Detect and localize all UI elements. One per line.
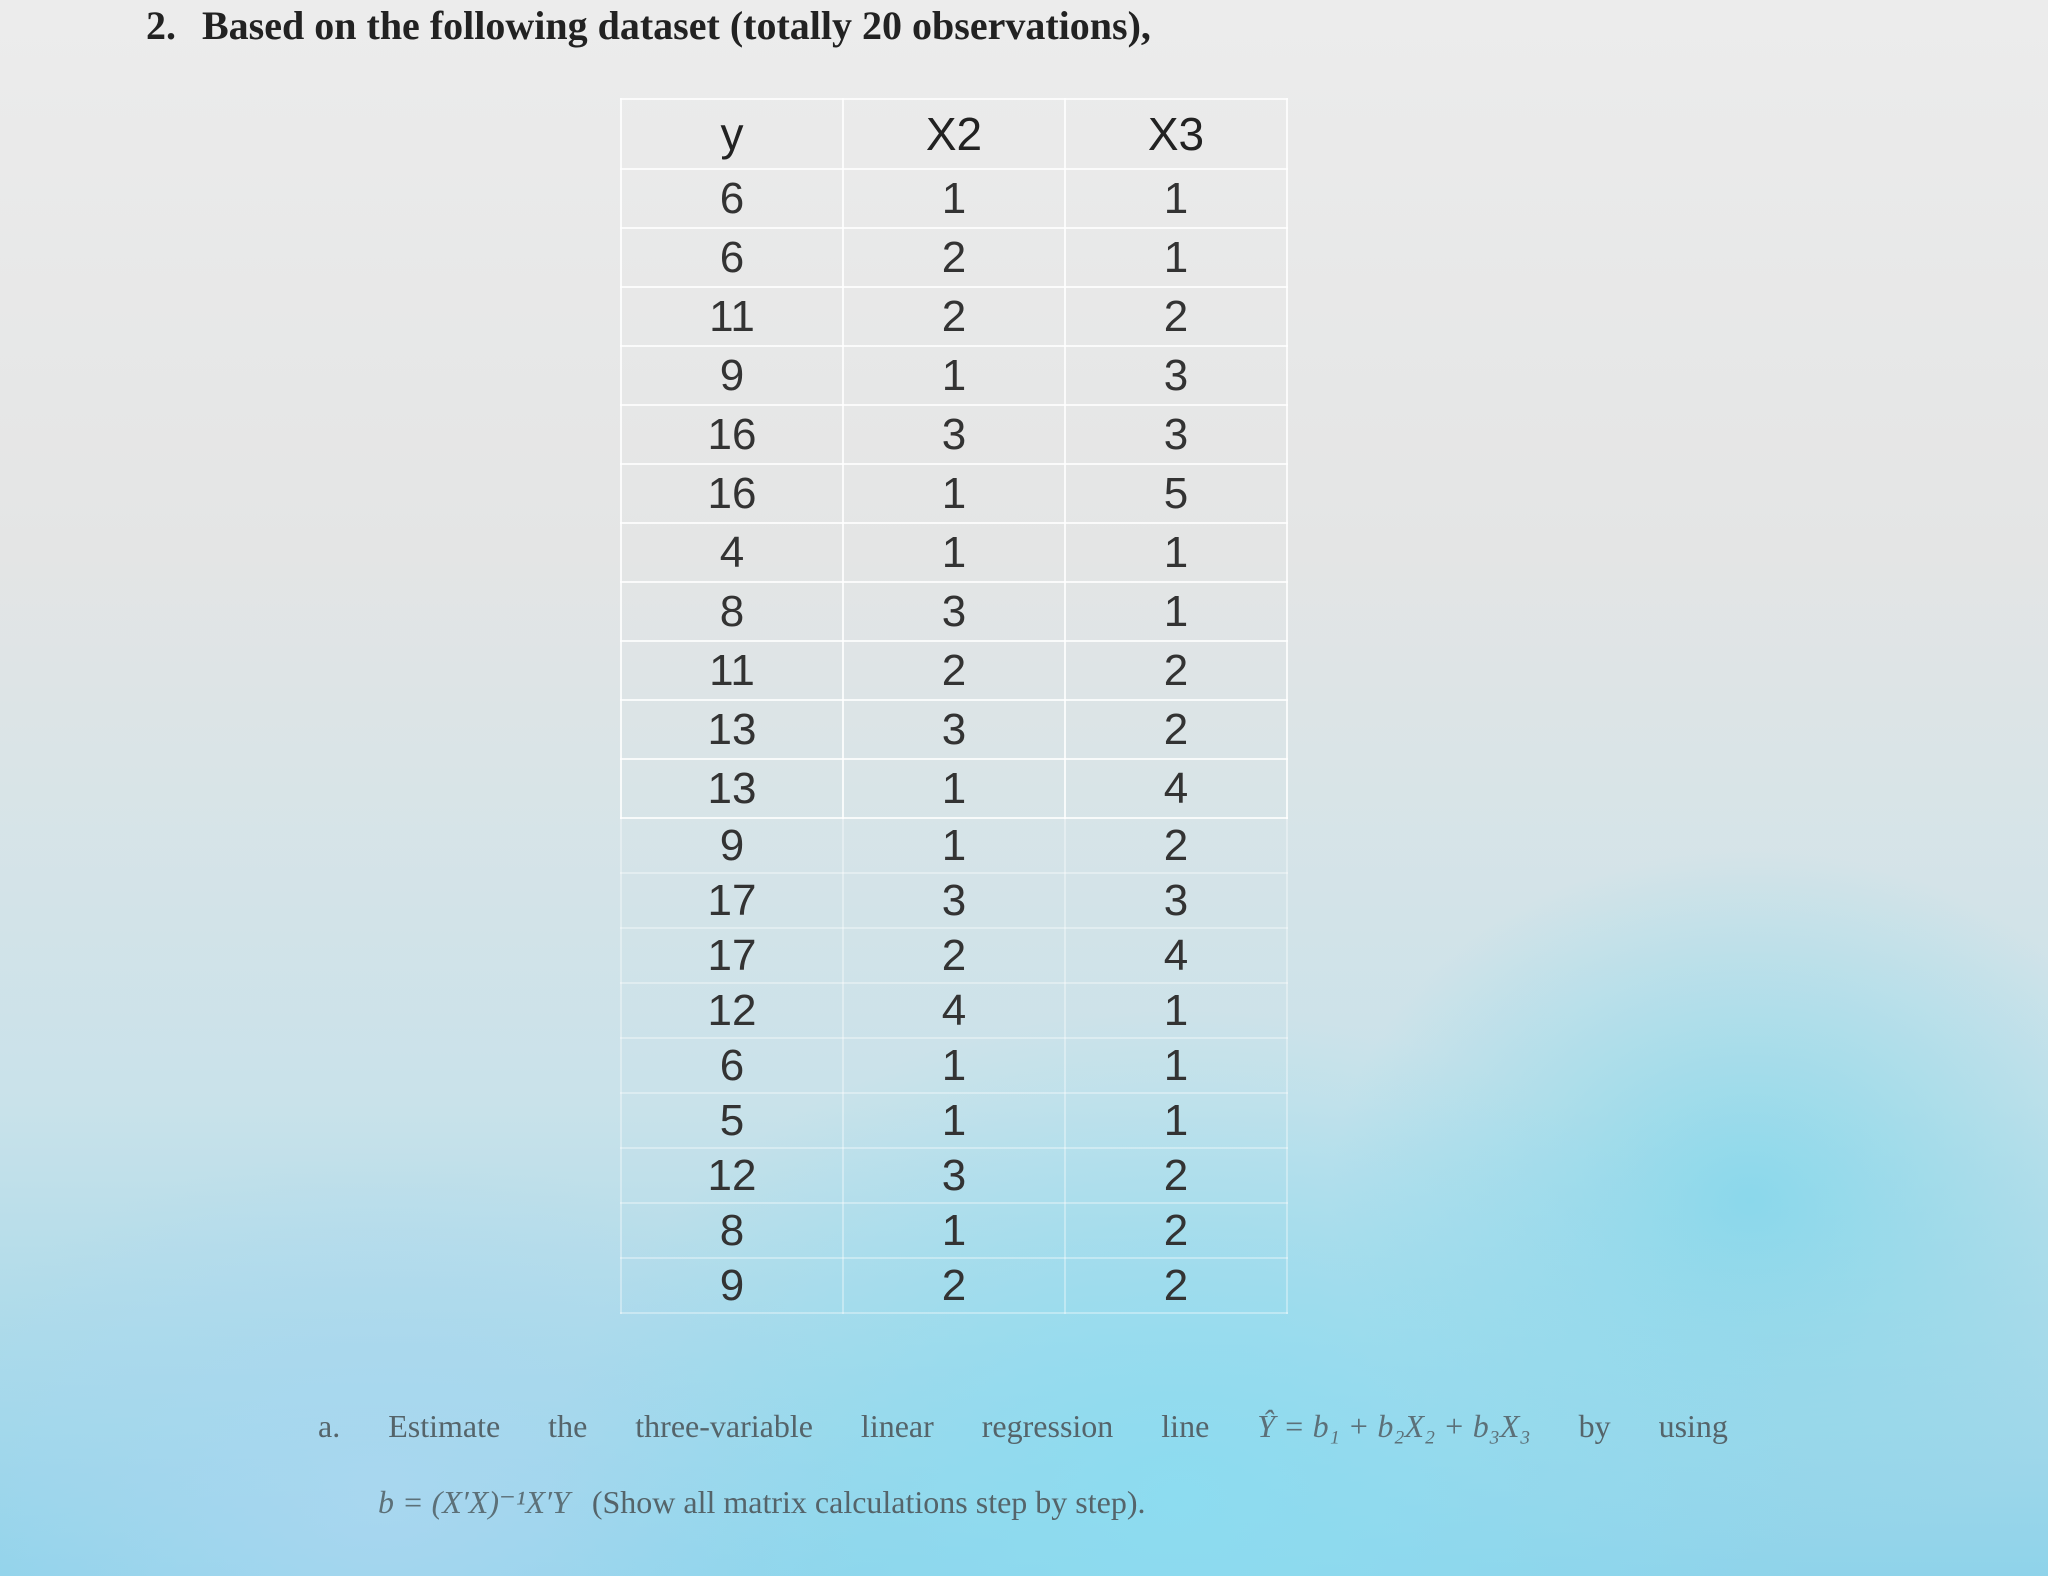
table-row bbox=[621, 228, 1287, 287]
table-row bbox=[621, 759, 1287, 818]
cell-x3: 2 bbox=[1065, 287, 1287, 346]
cell-x3: 4 bbox=[1065, 928, 1287, 983]
table-row bbox=[621, 582, 1287, 641]
cell-x3: 3 bbox=[1065, 346, 1287, 405]
cell-y: 9 bbox=[621, 818, 843, 873]
cell-x2: 1 bbox=[843, 523, 1065, 582]
cell-x3: 1 bbox=[1065, 1038, 1287, 1093]
table-row bbox=[621, 346, 1287, 405]
cell-x2: 3 bbox=[843, 873, 1065, 928]
cell-y: 13 bbox=[621, 759, 843, 818]
word-linear: linear bbox=[860, 1408, 934, 1444]
word-estimate: Estimate bbox=[388, 1408, 501, 1444]
cell-x3: 1 bbox=[1065, 523, 1287, 582]
cell-x2: 1 bbox=[843, 818, 1065, 873]
cell-y: 8 bbox=[621, 582, 843, 641]
cell-x2: 2 bbox=[843, 641, 1065, 700]
cell-x3: 2 bbox=[1065, 1203, 1287, 1258]
table-row bbox=[621, 1203, 1287, 1258]
cell-y: 9 bbox=[621, 346, 843, 405]
cell-y: 9 bbox=[621, 1258, 843, 1313]
cell-x2: 1 bbox=[843, 169, 1065, 228]
cell-x2: 2 bbox=[843, 228, 1065, 287]
cell-x3: 4 bbox=[1065, 759, 1287, 818]
header-y: y bbox=[621, 99, 843, 169]
cell-x2: 2 bbox=[843, 928, 1065, 983]
cell-x2: 1 bbox=[843, 1203, 1065, 1258]
table-header-row bbox=[621, 99, 1287, 169]
table-row bbox=[621, 464, 1287, 523]
header-x2: X2 bbox=[843, 99, 1065, 169]
ols-formula: b = (X′X)⁻¹X′Y bbox=[378, 1484, 570, 1520]
cell-y: 6 bbox=[621, 228, 843, 287]
table-row bbox=[621, 523, 1287, 582]
cell-y: 11 bbox=[621, 287, 843, 346]
cell-y: 6 bbox=[621, 1038, 843, 1093]
cell-x2: 4 bbox=[843, 983, 1065, 1038]
cell-x3: 1 bbox=[1065, 1093, 1287, 1148]
cell-y: 16 bbox=[621, 405, 843, 464]
table-row bbox=[621, 1093, 1287, 1148]
cell-x3: 1 bbox=[1065, 582, 1287, 641]
cell-x2: 2 bbox=[843, 1258, 1065, 1313]
cell-x3: 1 bbox=[1065, 169, 1287, 228]
table-row bbox=[621, 1258, 1287, 1313]
cell-y: 4 bbox=[621, 523, 843, 582]
cell-x2: 2 bbox=[843, 287, 1065, 346]
question-text: Based on the following dataset (totally 20 observations), bbox=[202, 3, 1151, 48]
cell-x2: 3 bbox=[843, 405, 1065, 464]
word-line: line bbox=[1161, 1408, 1210, 1444]
table-row bbox=[621, 169, 1287, 228]
cell-x2: 3 bbox=[843, 582, 1065, 641]
word-regression: regression bbox=[981, 1408, 1114, 1444]
cell-x3: 2 bbox=[1065, 1148, 1287, 1203]
table-row bbox=[621, 928, 1287, 983]
cell-y: 11 bbox=[621, 641, 843, 700]
cell-x2: 1 bbox=[843, 346, 1065, 405]
part-a bbox=[318, 1408, 1738, 1521]
table-row bbox=[621, 983, 1287, 1038]
part-a-line-2 bbox=[318, 1483, 1738, 1521]
cell-x3: 3 bbox=[1065, 873, 1287, 928]
dataset-table bbox=[620, 98, 1288, 1314]
cell-x2: 1 bbox=[843, 1093, 1065, 1148]
question-heading bbox=[146, 2, 1151, 49]
cell-x2: 1 bbox=[843, 464, 1065, 523]
table-row bbox=[621, 405, 1287, 464]
table-row bbox=[621, 873, 1287, 928]
instruction-note: (Show all matrix calculations step by step). bbox=[591, 1484, 1146, 1520]
cell-x2: 1 bbox=[843, 1038, 1065, 1093]
cell-x3: 2 bbox=[1065, 641, 1287, 700]
cell-x3: 3 bbox=[1065, 405, 1287, 464]
cell-x3: 5 bbox=[1065, 464, 1287, 523]
cell-x3: 1 bbox=[1065, 983, 1287, 1038]
regression-equation: Ŷ = b₁ + b₂X₂ + b₃X₃ bbox=[1257, 1408, 1531, 1444]
cell-y: 17 bbox=[621, 873, 843, 928]
part-a-label: a. bbox=[318, 1408, 341, 1444]
cell-x3: 1 bbox=[1065, 228, 1287, 287]
table-row bbox=[621, 1148, 1287, 1203]
cell-y: 17 bbox=[621, 928, 843, 983]
cell-y: 6 bbox=[621, 169, 843, 228]
part-a-line-1 bbox=[318, 1408, 1728, 1445]
cell-x2: 3 bbox=[843, 700, 1065, 759]
cell-x3: 2 bbox=[1065, 1258, 1287, 1313]
cell-y: 5 bbox=[621, 1093, 843, 1148]
table-body bbox=[621, 169, 1287, 1313]
question-number: 2. bbox=[146, 3, 176, 48]
cell-x3: 2 bbox=[1065, 818, 1287, 873]
cell-x3: 2 bbox=[1065, 700, 1287, 759]
table-row bbox=[621, 287, 1287, 346]
table-row bbox=[621, 818, 1287, 873]
table-row bbox=[621, 1038, 1287, 1093]
table-row bbox=[621, 700, 1287, 759]
cell-y: 13 bbox=[621, 700, 843, 759]
cell-y: 16 bbox=[621, 464, 843, 523]
word-by: by bbox=[1578, 1408, 1611, 1444]
word-the: the bbox=[548, 1408, 588, 1444]
cell-y: 8 bbox=[621, 1203, 843, 1258]
cell-y: 12 bbox=[621, 1148, 843, 1203]
cell-x2: 1 bbox=[843, 759, 1065, 818]
table-row bbox=[621, 641, 1287, 700]
header-x3: X3 bbox=[1065, 99, 1287, 169]
cell-y: 12 bbox=[621, 983, 843, 1038]
word-using: using bbox=[1658, 1408, 1728, 1444]
cell-x2: 3 bbox=[843, 1148, 1065, 1203]
word-three-variable: three-variable bbox=[635, 1408, 813, 1444]
